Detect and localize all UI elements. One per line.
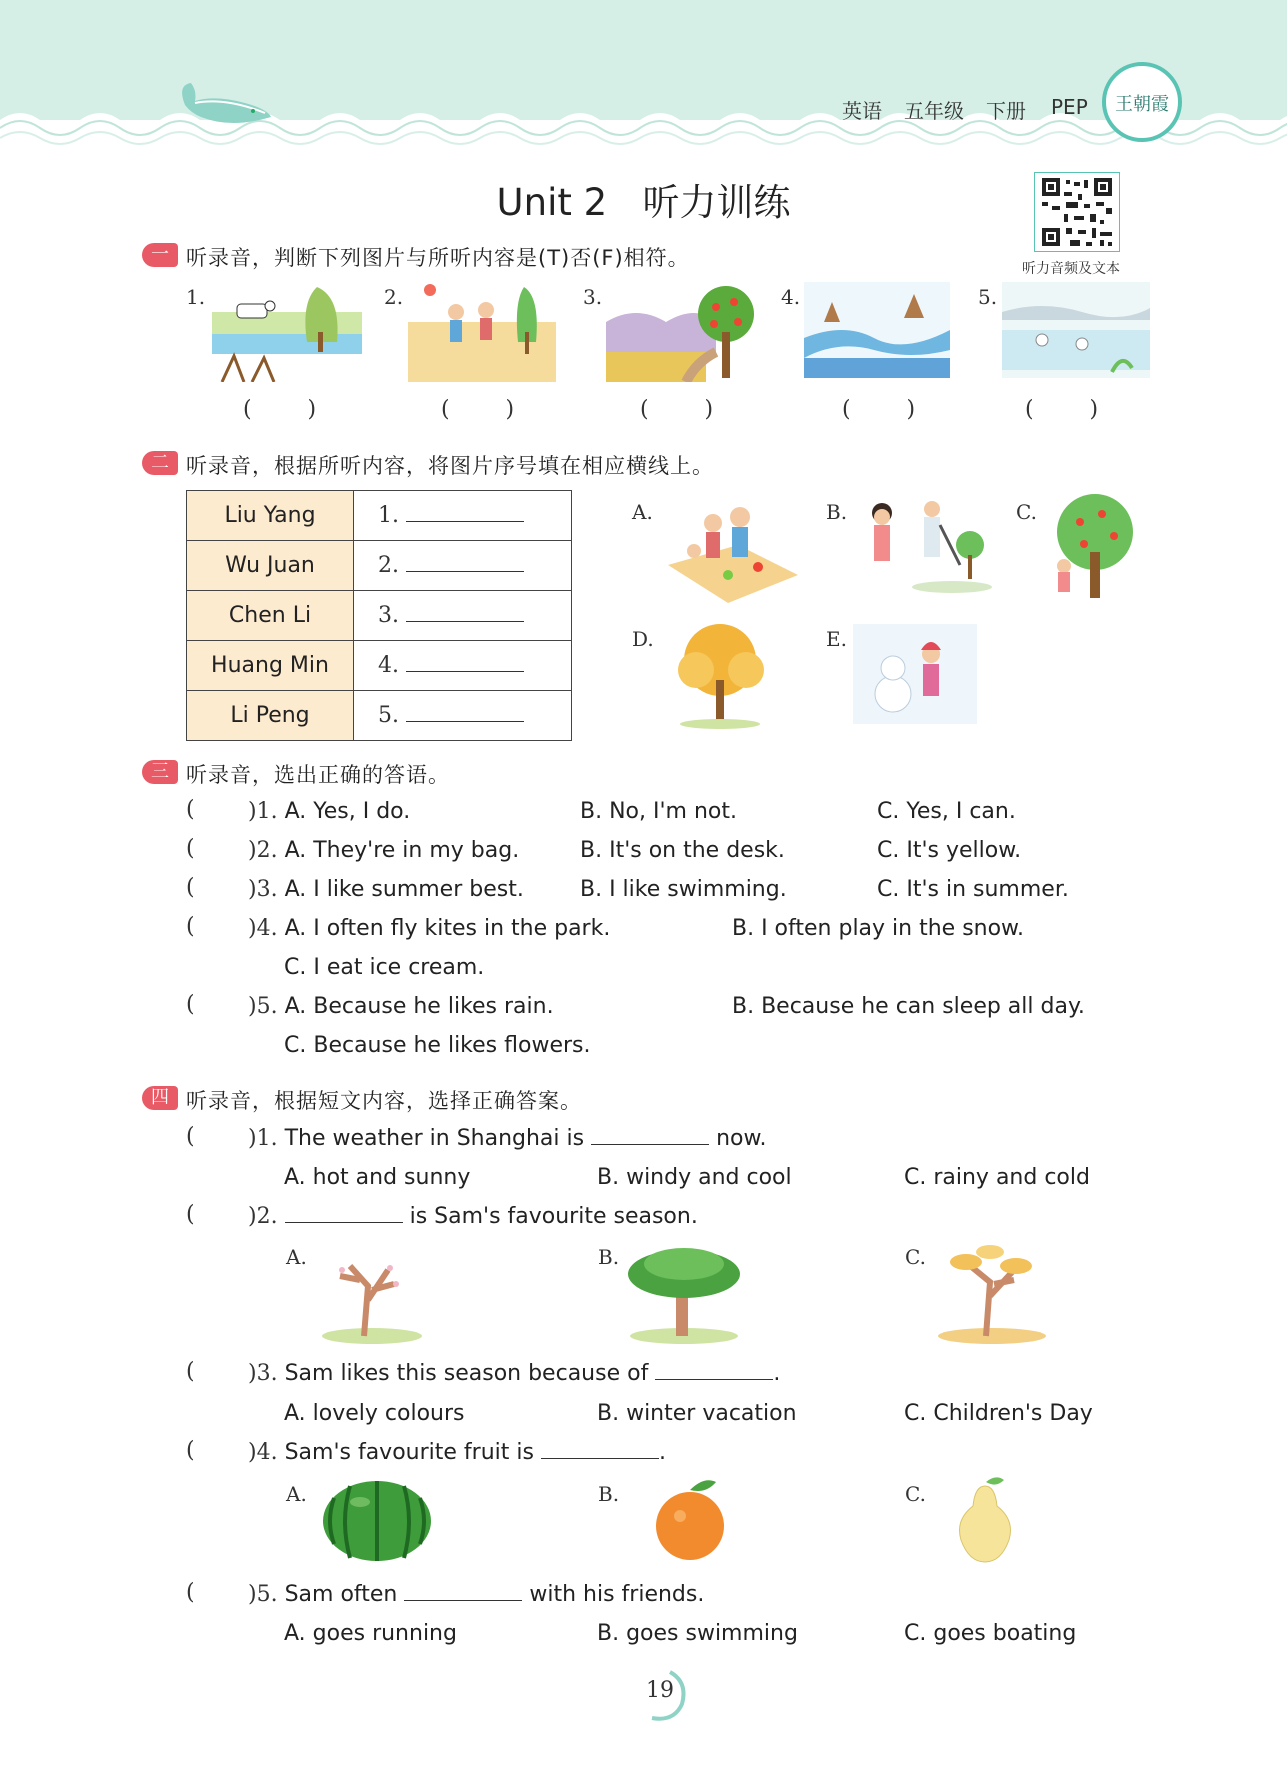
answer-blank[interactable] [541, 1440, 659, 1459]
section4-badge: 四 [142, 1086, 178, 1110]
s4-q2-stem [248, 1204, 698, 1229]
page-title: Unit 2 听力训练 [496, 181, 791, 224]
s4-q5-stem [248, 1582, 704, 1607]
option-a[interactable]: A. [286, 1245, 307, 1269]
answer-cell[interactable] [354, 491, 572, 541]
names-table [186, 490, 572, 741]
picture-autumn-leaves-tree [930, 1236, 1054, 1344]
stem-text: The weather in Shanghai is [284, 1126, 585, 1151]
picture-green-summer-tree [622, 1240, 746, 1344]
option-a[interactable]: A. [286, 1482, 307, 1506]
answer-paren[interactable]: ( ) [441, 397, 515, 422]
answer-blank[interactable] [655, 1361, 773, 1380]
row-number: 5. [378, 703, 399, 728]
table-row [187, 491, 572, 541]
option-a[interactable]: A. hot and sunny [284, 1165, 471, 1190]
header-grade: 五年级 [904, 99, 964, 123]
s1-item-number: 5. [978, 285, 998, 309]
row-number: 4. [378, 653, 399, 678]
stem-text: is Sam's favourite season. [409, 1204, 698, 1229]
option-a[interactable]: A. I often fly kites in the park. [284, 916, 611, 941]
picture-planting-tree [852, 495, 1000, 595]
option-b[interactable]: B. winter vacation [597, 1401, 797, 1426]
picture-family-picnic [658, 495, 798, 605]
question-number: )2. [248, 838, 278, 863]
question-number: )1. [248, 1126, 278, 1151]
option-b[interactable]: B. [598, 1482, 620, 1506]
stem-text: . [773, 1361, 781, 1386]
answer-cell[interactable] [354, 691, 572, 741]
option-a[interactable]: A. goes running [284, 1621, 457, 1646]
answer-paren-open[interactable]: ( [186, 875, 195, 900]
question-number: )4. [248, 916, 278, 941]
name-cell: Liu Yang [187, 491, 354, 541]
stem-text: Sam likes this season because of [284, 1361, 649, 1386]
name-cell: Wu Juan [187, 541, 354, 591]
answer-paren-open[interactable]: ( [186, 914, 195, 939]
answer-paren-open[interactable]: ( [186, 836, 195, 861]
question-number: )3. [248, 1361, 278, 1386]
option-b[interactable]: B. Because he can sleep all day. [732, 994, 1085, 1019]
option-b[interactable]: B. [598, 1245, 620, 1269]
picture-snowy-river [804, 282, 950, 378]
picture-watermelon [320, 1478, 434, 1564]
answer-blank[interactable] [406, 603, 524, 622]
header-edition: PEP [1051, 95, 1088, 119]
answer-paren[interactable]: ( ) [842, 397, 916, 422]
header-subject: 英语 [842, 99, 882, 123]
option-b[interactable]: B. I often play in the snow. [732, 916, 1025, 941]
stem-text: with his friends. [529, 1582, 705, 1607]
question-number: )2. [248, 1204, 278, 1229]
qr-label: 听力音频及文本 [1022, 261, 1120, 277]
option-b[interactable]: B. goes swimming [597, 1621, 798, 1646]
table-row [187, 691, 572, 741]
section4-heading: 听录音，根据短文内容，选择正确答案。 [186, 1089, 582, 1113]
answer-blank[interactable] [404, 1582, 522, 1601]
option-b[interactable]: B. It's on the desk. [580, 838, 785, 863]
name-cell: Huang Min [187, 641, 354, 691]
s3-q1-a [248, 799, 410, 824]
answer-paren-open[interactable]: ( [186, 1580, 195, 1605]
s1-item-number: 2. [384, 285, 404, 309]
answer-blank[interactable] [406, 503, 524, 522]
s3-q3-a [248, 877, 524, 902]
section2-badge: 二 [142, 451, 178, 475]
header-volume: 下册 [986, 99, 1026, 123]
answer-cell[interactable] [354, 641, 572, 691]
picture-girl-snowman [853, 624, 977, 724]
answer-paren-open[interactable]: ( [186, 797, 195, 822]
table-row [187, 541, 572, 591]
pic-label: D. [632, 627, 654, 651]
name-cell: Li Peng [187, 691, 354, 741]
option-c[interactable]: C. [905, 1482, 926, 1506]
answer-paren[interactable]: ( ) [243, 397, 317, 422]
answer-blank[interactable] [406, 553, 524, 572]
section3-badge: 三 [142, 760, 178, 784]
s3-q4-a [248, 916, 610, 941]
section1-badge: 一 [142, 243, 178, 267]
answer-blank[interactable] [406, 703, 524, 722]
row-number: 3. [378, 603, 399, 628]
picture-apple-tree-girl [1040, 492, 1150, 600]
table-row [187, 591, 572, 641]
section3-heading: 听录音，选出正确的答语。 [186, 763, 450, 787]
stem-text: now. [716, 1126, 767, 1151]
s3-q2-a [248, 838, 519, 863]
whale-icon [175, 75, 275, 135]
question-number: )3. [248, 877, 278, 902]
option-b[interactable]: B. windy and cool [597, 1165, 792, 1190]
picture-bare-spring-tree [312, 1240, 430, 1344]
stem-text: Sam's favourite fruit is [284, 1440, 534, 1465]
answer-paren-open[interactable]: ( [186, 1438, 195, 1463]
row-number: 1. [378, 503, 399, 528]
option-c[interactable]: C. rainy and cold [904, 1165, 1090, 1190]
brand-logo-text: 王朝霞 [1115, 94, 1169, 115]
answer-cell[interactable] [354, 591, 572, 641]
s1-item-number: 3. [583, 285, 603, 309]
option-a[interactable]: A. Yes, I do. [284, 799, 411, 824]
pic-label: C. [1016, 500, 1037, 524]
picture-kids-playing-beach [408, 282, 556, 382]
pic-label: B. [826, 500, 848, 524]
answer-paren[interactable]: ( ) [1025, 397, 1099, 422]
s4-q1-stem [248, 1126, 766, 1151]
option-a[interactable]: A. They're in my bag. [284, 838, 520, 863]
answer-paren-open[interactable]: ( [186, 992, 195, 1017]
answer-blank[interactable] [285, 1204, 403, 1223]
name-cell: Chen Li [187, 591, 354, 641]
option-c[interactable]: C. It's in summer. [877, 877, 1069, 902]
answer-blank[interactable] [406, 653, 524, 672]
section2-heading: 听录音，根据所听内容，将图片序号填在相应横线上。 [186, 454, 714, 478]
option-a[interactable]: A. I like summer best. [284, 877, 524, 902]
option-a[interactable]: A. lovely colours [284, 1401, 465, 1426]
option-c[interactable]: C. [905, 1245, 926, 1269]
option-b[interactable]: B. I like swimming. [580, 877, 787, 902]
s1-item-number: 1. [186, 285, 206, 309]
question-number: )5. [248, 1582, 278, 1607]
pic-label: A. [632, 500, 653, 524]
picture-pear [950, 1476, 1020, 1564]
option-c[interactable]: C. Yes, I can. [877, 799, 1016, 824]
option-c[interactable]: C. I eat ice cream. [284, 955, 485, 980]
picture-winter-lake-skating [1002, 282, 1150, 378]
s4-q4-stem [248, 1440, 666, 1465]
brand-logo [1102, 62, 1182, 142]
answer-blank[interactable] [591, 1126, 709, 1145]
row-number: 2. [378, 553, 399, 578]
picture-apple-tree-field [606, 282, 756, 382]
table-row [187, 641, 572, 691]
question-number: )1. [248, 799, 278, 824]
s4-q3-stem [248, 1361, 780, 1386]
picture-orange [650, 1476, 730, 1562]
answer-paren-open[interactable]: ( [186, 1359, 195, 1384]
question-number: )4. [248, 1440, 278, 1465]
pic-label: E. [826, 627, 847, 651]
picture-cow-by-river [212, 282, 362, 382]
option-c[interactable]: C. goes boating [904, 1621, 1077, 1646]
answer-paren-open[interactable]: ( [186, 1124, 195, 1149]
answer-cell[interactable] [354, 541, 572, 591]
question-number: )5. [248, 994, 278, 1019]
answer-paren[interactable]: ( ) [640, 397, 714, 422]
option-c[interactable]: C. Because he likes flowers. [284, 1033, 591, 1058]
stem-text: Sam often [284, 1582, 398, 1607]
section1-heading: 听录音，判断下列图片与所听内容是(T)否(F)相符。 [186, 246, 690, 270]
qr-code-icon[interactable] [1034, 172, 1120, 252]
option-c[interactable]: C. Children's Day [904, 1401, 1093, 1426]
option-b[interactable]: B. No, I'm not. [580, 799, 737, 824]
s1-item-number: 4. [781, 285, 801, 309]
page-number: 19 [646, 1678, 674, 1703]
picture-autumn-tree [660, 620, 780, 730]
option-c[interactable]: C. It's yellow. [877, 838, 1022, 863]
stem-text: . [658, 1440, 666, 1465]
answer-paren-open[interactable]: ( [186, 1202, 195, 1227]
s3-q5-a [248, 994, 554, 1019]
option-a[interactable]: A. Because he likes rain. [284, 994, 554, 1019]
